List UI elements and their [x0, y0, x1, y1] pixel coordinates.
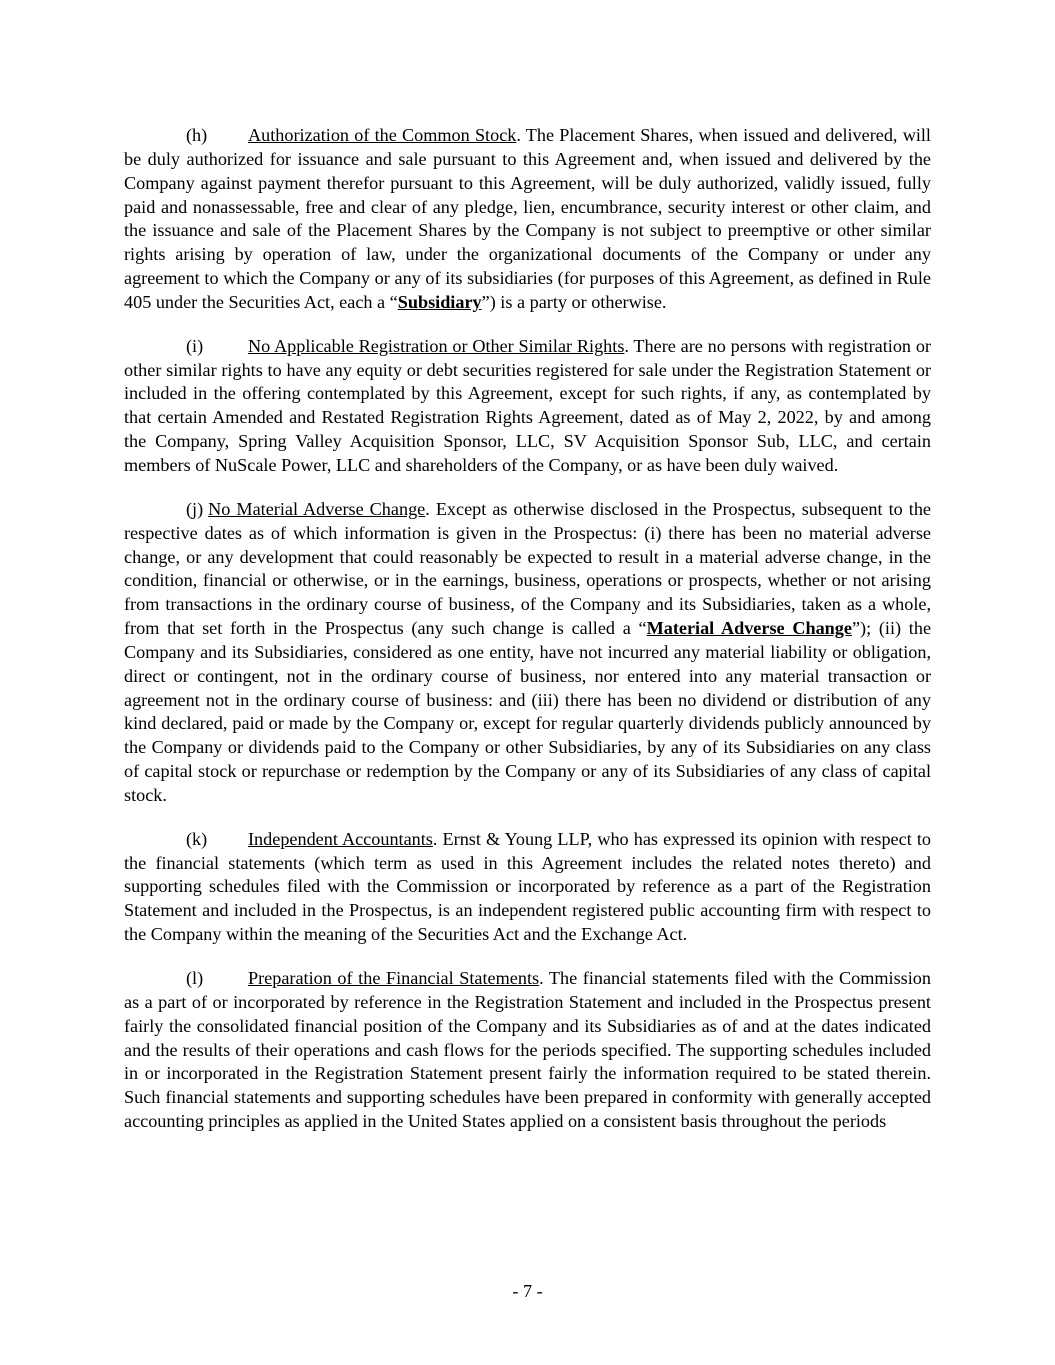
section-j-label: (j): [186, 498, 204, 519]
section-h-heading: Authorization of the Common Stock: [248, 125, 517, 145]
section-j-text-1: . Except as otherwise disclosed in the Prospectus, subsequent to the respective dates as of which information is given in the Prospectus: (i) there has been no material adverse change, or any development that could reasonably be expected to result in a material adverse change, in the condition, financial or otherwise, or in the earnings, business, operations or prospects, whether or not arising from transactions in the ordinary course of business, of the Company and its Subsidiaries, taken as a whole, from that set forth in the Prospectus (any such change is called a “: [124, 498, 931, 639]
document-page: [124, 124, 931, 1154]
page-number: - 7 -: [512, 1281, 543, 1301]
section-j-defined-term: Material Adverse Change: [646, 618, 852, 639]
section-h-defined-term: Subsidiary: [397, 291, 482, 312]
section-j: [124, 498, 931, 808]
section-l-text-1: . The financial statements filed with the Commission as a part of or incorporated by reference in the Registration Statement and included in the Prospectus present fairly the consolidated financial position of the Company and its Subsidiaries as of and at the dates indicated and the results of their operations and cash flows for the periods specified. The supporting schedules included in or incorporated in the Registration Statement present fairly the information required to be stated therein. Such financial statements and supporting schedules have been prepared in conformity with generally accepted accounting principles as applied in the United States applied on a consistent basis throughout the periods: [124, 968, 931, 1132]
section-i-label: (i): [186, 335, 204, 356]
section-h-text-1: . The Placement Shares, when issued and delivered, will be duly authorized for issuance and sale pursuant to this Agreement and, when issued and delivered by the Company against payment therefor pursuant to this Agreement, will be duly authorized, validly issued, fully paid and nonassessable, free and clear of any pledge, lien, encumbrance, security interest or other claim, and the issuance and sale of the Placement Shares by the Company is not subject to preemptive or other similar rights arising by operation of law, under the organizational documents of the Company or under any agreement to which the Company or any of its subsidiaries (for purposes of this Agreement, as defined in Rule 405 under the Securities Act, each a “: [124, 125, 931, 312]
section-k-text-1: . Ernst & Young LLP, who has expressed its opinion with respect to the financial statements (which term as used in this Agreement includes the related notes thereto) and supporting schedules filed with the Commission or incorporated by reference as a part of the Registration Statement and included in the Prospectus, is an independent registered public accounting firm with respect to the Company within the meaning of the Securities Act and the Exchange Act.: [124, 828, 931, 945]
section-h-text-2: ”) is a party or otherwise.: [481, 291, 667, 312]
section-i: [124, 335, 931, 478]
section-k-heading: Independent Accountants: [248, 828, 433, 849]
section-l-heading: Preparation of the Financial Statements: [248, 968, 540, 988]
section-j-text-2: ”); (ii) the Company and its Subsidiaries, considered as one entity, have not incurred any material liability or obligation, direct or contingent, not in the ordinary course of business, nor entered into any material transaction or agreement not in the ordinary course of business: and (iii) there has been no dividend or distribution of any kind declared, paid or made by the Company or, except for regular quarterly dividends publicly announced by the Company or dividends paid to the Company or other Subsidiaries, by any of its Subsidiaries on any class of capital stock or repurchase or redemption by the Company or any of its Subsidiaries of any class of capital stock.: [124, 618, 932, 805]
section-h-label: (h): [186, 125, 208, 145]
section-h: [124, 124, 931, 315]
section-i-heading: No Applicable Registration or Other Similar Rights: [248, 335, 625, 356]
section-i-text-1: . There are no persons with registration or other similar rights to have any equity or debt securities registered for sale under the Registration Statement or included in the offering contemplated by this Agreement, except for such rights, if any, as contemplated by that certain Amended and Restated Registration Rights Agreement, dated as of May 2, 2022, by and among the Company, Spring Valley Acquisition Sponsor, LLC, SV Acquisition Sponsor Sub, LLC, and certain members of NuScale Power, LLC and shareholders of the Company, or as have been duly waived.: [124, 335, 931, 475]
section-k: [124, 828, 931, 947]
section-l: [124, 967, 931, 1134]
section-k-label: (k): [186, 828, 208, 849]
section-l-label: (l): [186, 968, 204, 988]
section-j-heading: No Material Adverse Change: [208, 498, 426, 519]
